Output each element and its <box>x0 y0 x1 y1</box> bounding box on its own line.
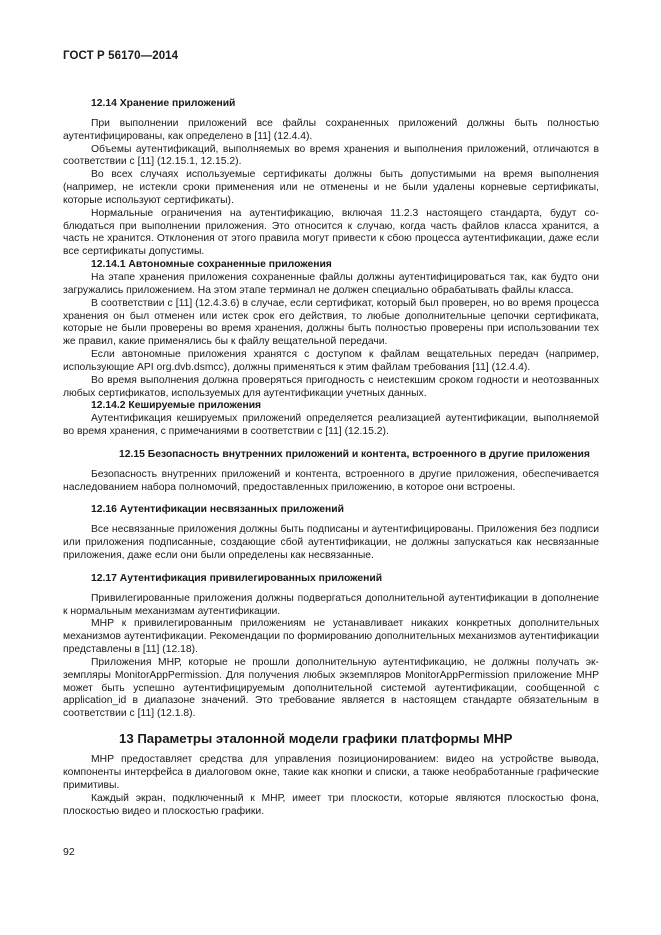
section-13-title: 13 Параметры эталонной модели графики платформы МНР <box>119 731 513 747</box>
paragraph: При выполнении приложений все файлы сохраненных приложений должны быть полностью аутентифицированы, как определено в [11] (12.4.4). <box>63 117 599 142</box>
section-12-16-title: 12.16 Аутентификации несвязанных приложений <box>91 504 344 516</box>
subsection-12-14-2-title: 12.14.2 Кешируемые приложения <box>91 400 262 412</box>
paragraph: Во время выполнения должна проверяться пригодность с неистекшим сроком годности и неотозванных любых сертификатов, используемых для аутентификации учетных данных. <box>63 374 599 399</box>
paragraph: Приложения МНР, которые не прошли дополнительную аутентификацию, не должны получать экземпляры MonitorAppPermission. Для получения любых экземпляров MonitorAppPermission приложение МНР может быть успешно аутентифицируемым дополнительной системой аутентификации, сообщенной с application_id в диапазоне значений. Это требование является в настоящем стандарте обязательным в соответствии с [11] (12.1.8). <box>63 656 599 720</box>
section-12-15-title: 12.15 Безопасность внутренних приложений и контента, встроенного в другие приложения <box>119 448 590 460</box>
paragraph: Каждый экран, подключенный к МНР, имеет три плоскости, которые являются плоскостью фона, плоскостью видео и плоскостью графики. <box>63 792 599 817</box>
paragraph: Нормальные ограничения на аутентификацию, включая 11.2.3 настоящего стандарта, будут соблюдаться при выполнении приложения. Это относится к случаю, когда часть файлов класса хранится, а часть не хранится. Отклонения от этого правила могут привести к сбою процесса аутентификации, даже если все сертификаты допустимы. <box>63 207 599 258</box>
paragraph: Аутентификация кешируемых приложений определяется реализацией аутентификации, выполняемой во время хранения, с примечаниями в соответствии с [11] (12.15.2). <box>63 413 599 438</box>
section-12-17-title: 12.17 Аутентификация привилегированных приложений <box>91 572 383 584</box>
paragraph: МНР к привилегированным приложениям не устанавливает никаких конкретных дополнительных механизмов аутентификации. Рекомендации по формированию дополнительных механизмов аутентификации представлены в [11] (12.18). <box>63 618 599 656</box>
paragraph: На этапе хранения приложения сохраненные файлы должны аутентифицироваться так, как будто они загружались приложением. На этом этапе терминал не должен специально обрабатывать файлы класса. <box>63 271 599 296</box>
section-12-14-title: 12.14 Хранение приложений <box>91 98 236 109</box>
paragraph: Если автономные приложения хранятся с доступом к файлам вещательных передач (например, использующие API org.dvb.dsmcc), должны применяться к этим файлам требования [11] (12.4.4). <box>63 349 599 373</box>
paragraph: Все несвязанные приложения должны быть подписаны и аутентифицированы. Приложения без подписи или приложения подписанные, создающие сбой аутентификации, не должны запускаться как несвязанные приложения, даже если они были определены как несвязанные. <box>63 524 599 561</box>
paragraph: МНР предоставляет средства для управления позиционированием: видео на устройстве вывода, компоненты интерфейса в диалоговом окне, такие как кнопки и списки, а также необработанные графические примитивы. <box>63 754 599 791</box>
paragraph: Привилегированные приложения должны подвергаться дополнительной аутентификации в дополнение к нормальным механизмам аутентификации. <box>63 592 599 617</box>
page-body <box>63 91 599 818</box>
page-number: 92 <box>63 846 75 858</box>
document-header: ГОСТ Р 56170—2014 <box>63 50 179 62</box>
subsection-12-14-1-title: 12.14.1 Автономные сохраненные приложения <box>91 259 332 271</box>
paragraph: В соответствии с [11] (12.4.3.6) в случае, если сертификат, который был проверен, но во время процесса хранения он был отменен или истек срок его действия, то любые дополнительные цепочки сертификата, которые не были проверены во время хранения, должны быть полностью проверены при использовании тех же правил, какие применялись бы к файлу вещательной передачи. <box>63 297 599 348</box>
paragraph: Безопасность внутренних приложений и контента, встроенного в другие приложения, обеспечивается наследованием набора полномочий, предоставленных приложению, в которое они встроены. <box>63 468 599 493</box>
paragraph: Объемы аутентификаций, выполняемых во время хранения и выполнения приложений, отличаются в соответствии с [11] (12.15.1, 12.15.2). <box>63 143 599 168</box>
paragraph: Во всех случаях используемые сертификаты должны быть допустимыми на время выполнения (например, не истекли сроки применения или не отменены и не были удалены корневые сертификаты, которые используют сертификаты). <box>63 169 599 206</box>
